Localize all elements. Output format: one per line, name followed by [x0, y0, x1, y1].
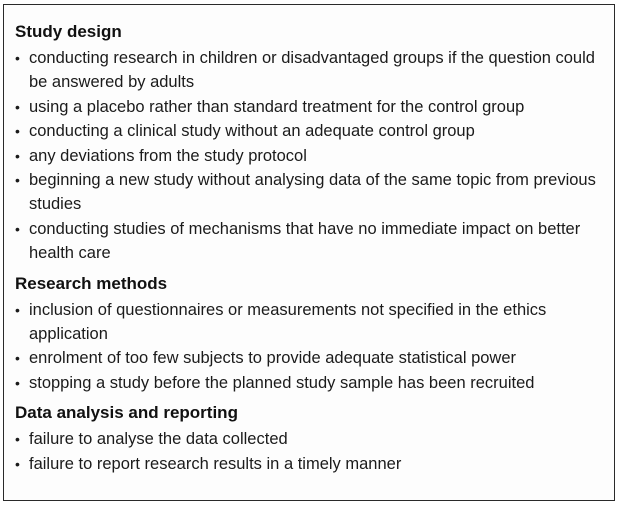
section-heading: Study design	[15, 22, 122, 41]
list-item: • using a placebo rather than standard treatment for the control group	[15, 95, 608, 119]
section-heading: Data analysis and reporting	[15, 403, 238, 423]
list-item: • stopping a study before the planned study sample has been recruited	[15, 371, 608, 395]
section-heading: Research methods	[15, 273, 168, 293]
list-item: • beginning a new study without analysing data of the same topic from previous studies	[15, 168, 608, 217]
bullet-list	[15, 298, 608, 396]
list-item: • conducting a clinical study without an adequate control group	[15, 119, 608, 143]
list-item: • inclusion of questionnaires or measurements not specified in the ethics application	[15, 298, 608, 347]
list-item: • conducting research in children or disadvantaged groups if the question could be answered by adults	[15, 46, 608, 95]
list-item: • enrolment of too few subjects to provide adequate statistical power	[15, 346, 608, 370]
list-item: • failure to report research results in a timely manner	[15, 452, 608, 476]
list-item: • any deviations from the study protocol	[15, 144, 608, 168]
list-item: • failure to analyse the data collected	[15, 427, 608, 451]
list-item: • conducting studies of mechanisms that have no immediate impact on better health care	[15, 217, 608, 266]
section-study-design	[15, 21, 608, 266]
bullet-list	[15, 46, 608, 266]
section-data-analysis	[15, 402, 608, 476]
section-research-methods	[15, 273, 608, 396]
bullet-list	[15, 427, 608, 476]
list-box	[3, 4, 615, 501]
box-content	[15, 21, 608, 483]
